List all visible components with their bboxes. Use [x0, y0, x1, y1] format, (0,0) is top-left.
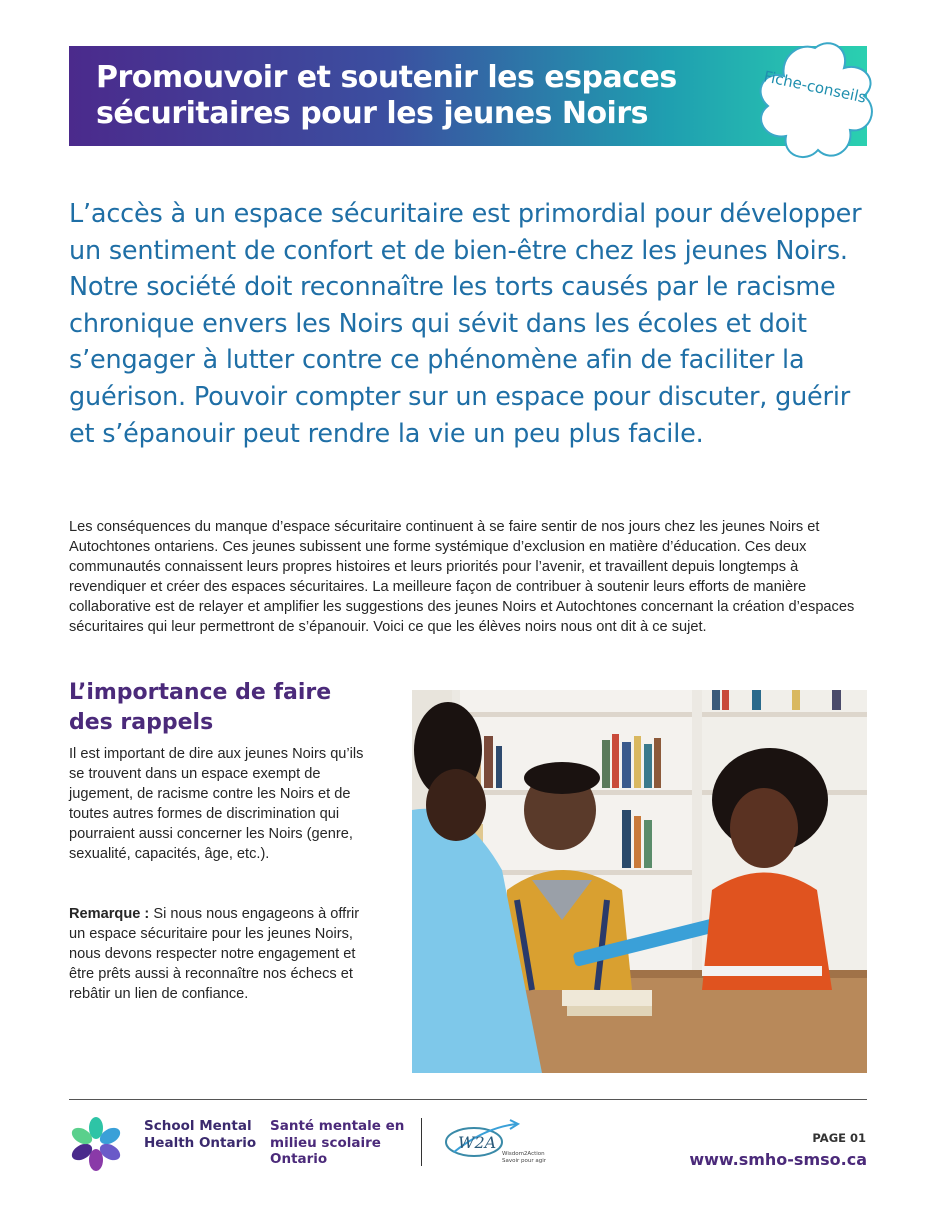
- students-photo: [412, 690, 867, 1073]
- title-banner: [69, 46, 867, 146]
- w2a-mark: W2A: [458, 1133, 497, 1152]
- org-name-en: School Mental Health Ontario: [144, 1118, 257, 1151]
- w2a-caption-line1: Wisdom2Action: [502, 1151, 545, 1157]
- fiche-conseils-badge: [752, 38, 878, 166]
- smho-logo: [68, 1116, 124, 1172]
- note-text: Si nous nous engageons à offrir un espace sécuritaire pour les jeunes Noirs, nous devons respecter notre engagement et être prêts aussi à reconnaître nos échecs et rebâtir un lien de confiance.: [69, 906, 360, 1002]
- wisdom2action-caption: [502, 1151, 562, 1165]
- note-label: Remarque :: [69, 906, 150, 922]
- smho-flower-icon: [68, 1116, 124, 1172]
- website-link[interactable]: www.smho-smso.ca: [689, 1150, 867, 1169]
- students-illustration: [412, 690, 867, 1073]
- badge-label: Fiche-conseils: [762, 67, 868, 107]
- org-name-fr: Santé mentale en milieu scolaire Ontario: [270, 1118, 405, 1167]
- intro-paragraph: L’accès à un espace sécuritaire est primordial pour développer un sentiment de confort et de bien-être chez les jeunes Noirs. Notre société doit reconnaître les torts causés par le racisme chronique envers les Noirs qui sévit dans les écoles et doit s’engager à lutter contre ce phénomène afin de faciliter la guérison. Pouvoir compter sur un espace pour discuter, guérir et s’épanouir peut rendre la vie un peu plus facile.: [69, 199, 862, 449]
- section-heading: L’importance de faire des rappels: [69, 680, 332, 735]
- footer-divider: [69, 1099, 867, 1100]
- page-title: Promouvoir et soutenir les espaces sécuritaires pour les jeunes Noirs: [96, 60, 677, 131]
- logo-separator: [421, 1118, 422, 1166]
- section-paragraph: Il est important de dire aux jeunes Noirs qu’ils se trouvent dans un espace exempt de jugement, de racisme contre les Noirs et de toutes autres formes de discrimination qui pourraient aussi concerner les Noirs (genre, sexualité, capacités, âge, etc.).: [69, 746, 364, 862]
- body-paragraph: Les conséquences du manque d’espace sécuritaire continuent à se faire sentir de nos jours chez les jeunes Noirs et Autochtones ontariens. Ces jeunes subissent une forme systémique d’exclusion en matière d’éducation. Ces deux communautés connaissent leurs propres histoires et leurs priorités pour l’avenir, et travaillent depuis longtemps à revendiquer et créer des espaces sécuritaires. La meilleure façon de contribuer à soutenir leurs efforts de manière collaborative est de relayer et amplifier les suggestions des jeunes Noirs et Autochtones concernant la création d’espaces sécuritaires qui leur permettront de s’épanouir. Voici ce que les élèves noirs nous ont dit à ce sujet.: [69, 519, 855, 635]
- note-paragraph: [69, 904, 379, 1004]
- page-number: PAGE 01: [812, 1131, 866, 1145]
- w2a-caption-line2: Savoir pour agir: [502, 1158, 547, 1164]
